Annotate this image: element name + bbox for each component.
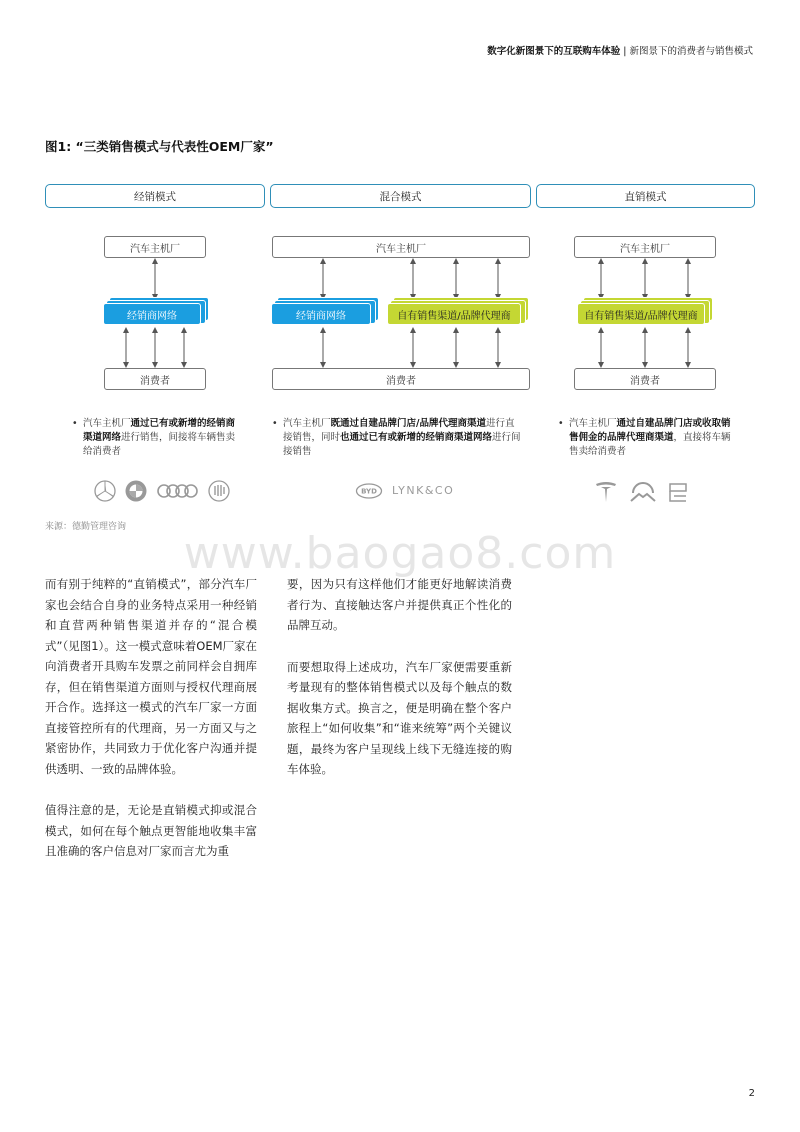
model-heading-hybrid: 混合模式 xyxy=(270,184,531,208)
desc-bold: 通过自建品牌门店或收取销售佣金的品牌代理商渠道 xyxy=(569,418,731,443)
dealer-network-stack-hybrid xyxy=(271,297,379,322)
oem-box-direct: 汽车主机厂 xyxy=(574,236,716,258)
figure-source: 来源：德勤管理咨询 xyxy=(45,522,127,532)
bmw-logo xyxy=(124,480,148,502)
dealer-network-stack-distribution xyxy=(103,297,209,322)
desc-text: 汽车主机厂 xyxy=(569,418,617,429)
byd-logo xyxy=(355,480,383,502)
header-separator: | xyxy=(620,46,630,57)
audi-logo xyxy=(156,480,200,502)
cadillac-logo xyxy=(207,480,231,502)
nio-logo xyxy=(629,480,657,504)
body-paragraph: 值得注意的是，无论是直销模式抑或混合模式，如何在每个触点更智能地收集丰富且准确的客户信息对厂家而言尤为重 xyxy=(45,803,257,858)
consumer-box-hybrid: 消费者 xyxy=(272,368,530,390)
model-heading-distribution: 经销模式 xyxy=(45,184,265,208)
own-channel-label: 自有销售渠道/品牌代理商 xyxy=(577,303,705,325)
oem-box-distribution: 汽车主机厂 xyxy=(104,236,206,258)
mercedes-benz-logo xyxy=(92,480,118,502)
description-direct: • 汽车主机厂通过自建品牌门店或收取销售佣金的品牌代理商渠道，直接将车辆售卖给消费者 xyxy=(558,418,731,457)
description-hybrid: • 汽车主机厂既通过自建品牌门店/品牌代理商渠道进行直接销售，同时也通过已有或新增的经销商渠道网络进行间接销售 xyxy=(272,418,521,457)
own-channel-stack-hybrid xyxy=(387,297,529,322)
dealer-network-label: 经销商网络 xyxy=(271,303,371,325)
watermark: www.baogao8.com xyxy=(183,528,617,579)
body-paragraph: 而有别于纯粹的“直销模式”，部分汽车厂家也会结合自身的业务特点采用一种经销和直营两种销售渠道并存的“混合模式”（见图1）。这一模式意味着OEM厂家在向消费者开具购车发票之前同样会自拥库存，但在销售渠道方面则与授权代理商展开合作。选择这一模式的汽车厂家一方面直接管控所有的代理商，另一方面又与之紧密协作，共同致力于优化客户沟通并提供透明、一致的品牌体验。 xyxy=(45,577,258,776)
desc-text: 汽车主机厂 xyxy=(283,418,331,429)
figure-title: 图1: “三类销售模式与代表性OEM厂家” xyxy=(45,139,274,154)
body-paragraph: 要，因为只有这样他们才能更好地解读消费者行为、直接触达客户并提供真正个性化的品牌互动。 xyxy=(287,577,512,632)
oem-box-hybrid: 汽车主机厂 xyxy=(272,236,530,258)
lynk-co-logo: LYNK&CO xyxy=(392,484,455,497)
li-auto-logo xyxy=(667,480,689,504)
consumer-box-distribution: 消费者 xyxy=(104,368,206,390)
tesla-logo xyxy=(594,480,618,504)
dealer-network-label: 经销商网络 xyxy=(103,303,201,325)
desc-text: 汽车主机厂 xyxy=(83,418,131,429)
desc-bold: 也通过已有或新增的经销商渠道网络 xyxy=(340,432,493,443)
own-channel-stack-direct xyxy=(577,297,713,322)
desc-text: ，直接将车辆售卖给消费者 xyxy=(569,432,731,457)
page-number: 2 xyxy=(748,1088,755,1099)
header-subtitle: 新图景下的消费者与销售模式 xyxy=(629,46,753,57)
description-distribution: • 汽车主机厂通过已有或新增的经销商渠道网络进行销售，间接将车辆售卖给消费者 xyxy=(72,418,236,457)
body-paragraph: 而要想取得上述成功，汽车厂家便需要重新考量现有的整体销售模式以及每个触点的数据收集方式。换言之，便是明确在整个客户旅程上“如何收集”和“谁来统筹”两个关键议题，最终为客户呈现线上线下无缝连接的购车体验。 xyxy=(287,659,512,776)
desc-bold: 通过已有或新增的经销商渠道网络 xyxy=(83,418,236,443)
byd-logo-text: BYD xyxy=(361,487,377,496)
desc-text: 进行直接销售，同时 xyxy=(283,418,515,443)
consumer-box-direct: 消费者 xyxy=(574,368,716,390)
desc-text: 进行销售，间接将车辆售卖给消费者 xyxy=(83,432,236,457)
model-heading-direct: 直销模式 xyxy=(536,184,755,208)
desc-text: 进行间接销售 xyxy=(283,432,521,457)
desc-bold: 既通过自建品牌门店/品牌代理商渠道 xyxy=(330,418,486,429)
own-channel-label: 自有销售渠道/品牌代理商 xyxy=(387,303,521,325)
body-column-left xyxy=(45,574,257,862)
body-column-right xyxy=(287,574,512,780)
header-title: 数字化新图景下的互联购车体验 xyxy=(487,46,621,57)
